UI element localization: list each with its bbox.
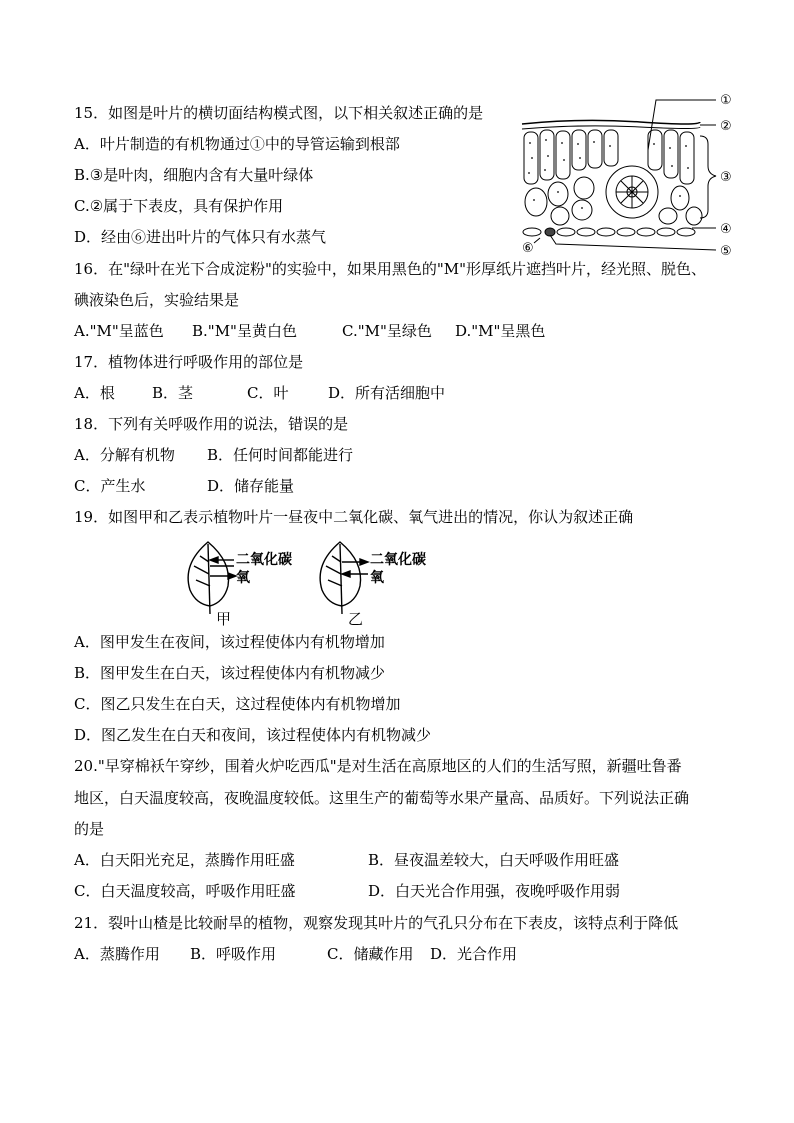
q18-option-c: C．产生水 (74, 477, 146, 495)
q15-option-b: B.③是叶肉，细胞内含有大量叶绿体 (74, 166, 314, 184)
q20-stem-line1: 20."早穿棉袄午穿纱，围着火炉吃西瓜"是对生活在高原地区的人们的生活写照，新疆吐鲁番 (74, 757, 682, 775)
q20-option-b: B．昼夜温差较大，白天呼吸作用旺盛 (368, 851, 620, 869)
yi-co2-label: 二氧化碳 (370, 552, 426, 568)
q16-option-d: D."M"呈黑色 (455, 322, 546, 340)
jia-label: 甲 (216, 610, 232, 628)
q19-option-c: C．图乙只发生在白天，这过程使体内有机物增加 (74, 695, 401, 713)
q18-stem: 18．下列有关呼吸作用的说法，错误的是 (74, 415, 349, 433)
leaf-cross-section-figure (520, 88, 750, 263)
q20-option-a: A．白天阳光充足，蒸腾作用旺盛 (74, 851, 295, 869)
label-4: ④ (720, 222, 732, 237)
q15-option-c: C.②属于下表皮，具有保护作用 (74, 197, 284, 215)
q21-option-d: D．光合作用 (430, 945, 518, 963)
q21-option-c: C．储藏作用 (327, 945, 414, 963)
q16-option-b: B."M"呈黄白色 (192, 322, 297, 340)
yi-label: 乙 (348, 610, 364, 628)
q16-stem-line2: 碘液染色后，实验结果是 (74, 291, 240, 309)
label-1: ① (720, 93, 732, 108)
q21-stem: 21．裂叶山楂是比较耐旱的植物，观察发现其叶片的气孔只分布在下表皮，该特点利于降低 (74, 914, 679, 932)
q19-option-d: D．图乙发生在白天和夜间，该过程使体内有机物减少 (74, 726, 432, 744)
q19-stem: 19．如图甲和乙表示植物叶片一昼夜中二氧化碳、氧气进出的情况，你认为叙述正确 (74, 508, 634, 526)
yi-o2-label: 氧 (370, 570, 384, 586)
q16-stem-line1: 16．在"绿叶在光下合成淀粉"的实验中，如果用黑色的"M"形厚纸片遮挡叶片，经光照、脱色、 (74, 260, 707, 278)
q15-option-a: A．叶片制造的有机物通过①中的导管运输到根部 (74, 135, 400, 153)
label-5: ⑤ (720, 244, 732, 259)
leaf-respiration-figure (180, 538, 450, 628)
q17-option-c: C．叶 (247, 384, 289, 402)
q17-option-b: B．茎 (152, 384, 194, 402)
q21-option-a: A．蒸腾作用 (74, 945, 160, 963)
q17-option-a: A．根 (74, 384, 115, 402)
q15-option-d: D．经由⑥进出叶片的气体只有水蒸气 (74, 228, 327, 246)
q17-option-d: D．所有活细胞中 (328, 384, 446, 402)
q18-option-a: A．分解有机物 (74, 446, 175, 464)
label-6: ⑥ (522, 241, 534, 256)
q17-stem: 17．植物体进行呼吸作用的部位是 (74, 353, 304, 371)
q18-option-b: B．任何时间都能进行 (207, 446, 354, 464)
q21-option-b: B．呼吸作用 (190, 945, 277, 963)
q16-option-a: A."M"呈蓝色 (74, 322, 164, 340)
q20-stem-line2: 地区，白天温度较高，夜晚温度较低。这里生产的葡萄等水果产量高、品质好。下列说法正确 (74, 789, 690, 807)
q19-option-a: A．图甲发生在夜间，该过程使体内有机物增加 (74, 633, 385, 651)
q19-option-b: B．图甲发生在白天，该过程使体内有机物减少 (74, 664, 386, 682)
q20-option-d: D．白天光合作用强，夜晚呼吸作用弱 (368, 882, 621, 900)
label-2: ② (720, 119, 732, 134)
jia-co2-label: 二氧化碳 (236, 552, 292, 568)
label-3: ③ (720, 170, 732, 185)
q20-stem-line3: 的是 (74, 820, 105, 838)
q20-option-c: C．白天温度较高，呼吸作用旺盛 (74, 882, 296, 900)
q18-option-d: D．储存能量 (207, 477, 295, 495)
q15-stem: 15．如图是叶片的横切面结构模式图，以下相关叙述正确的是 (74, 104, 484, 122)
jia-o2-label: 氧 (236, 570, 250, 586)
q16-option-c: C."M"呈绿色 (342, 322, 432, 340)
